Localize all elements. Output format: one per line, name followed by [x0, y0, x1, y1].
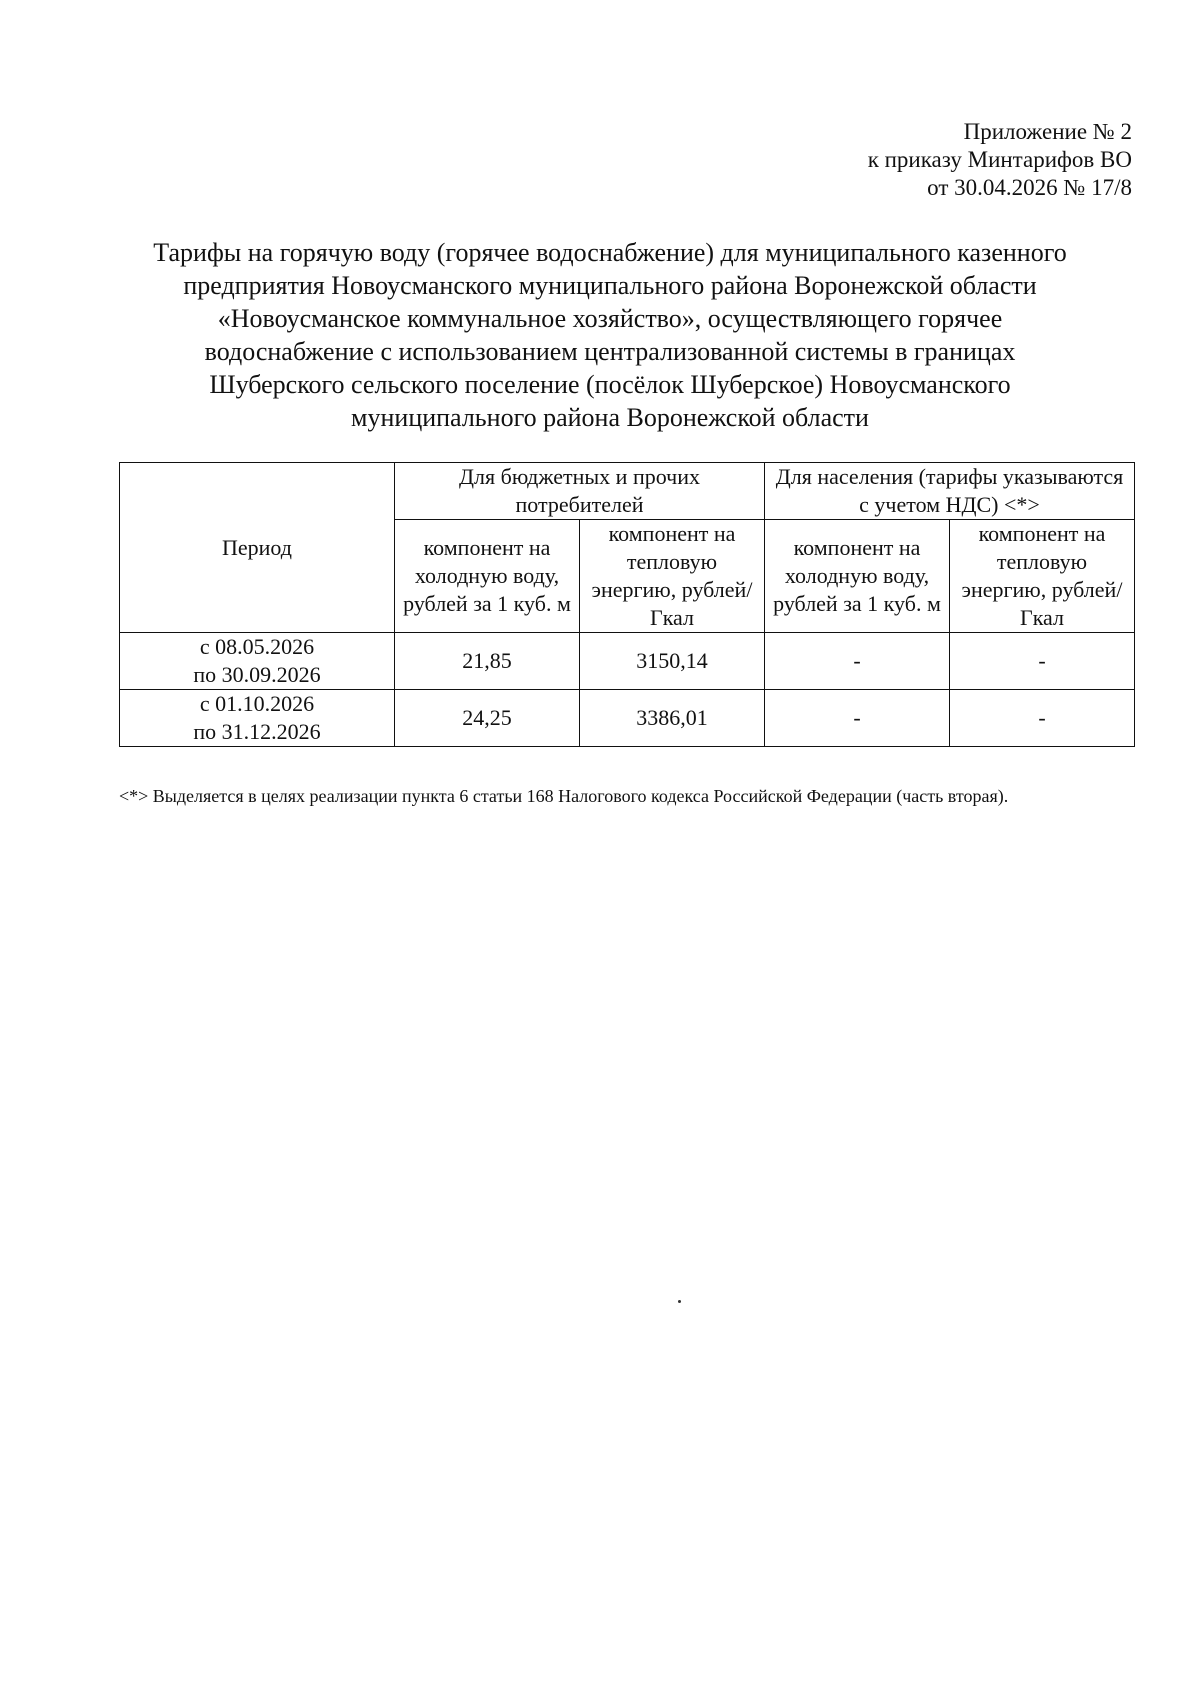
title-line: муниципального района Воронежской области [351, 403, 869, 432]
budget-heat-header: компонент на тепловую энергию, рублей/Гкал [580, 520, 765, 633]
population-cold-header: компонент на холодную воду, рублей за 1 куб. м [765, 520, 950, 633]
period-header: Период [120, 463, 395, 633]
population-cold-value: - [765, 690, 950, 747]
table-header-row [120, 463, 1135, 520]
budget-cold-value: 24,25 [395, 690, 580, 747]
period-to: по 30.09.2026 [193, 662, 321, 687]
population-group-header: Для населения (тарифы указываются с учетом НДС) <*> [765, 463, 1135, 520]
appendix-order-ref: к приказу Минтарифов ВО [867, 147, 1132, 172]
title-line: Шуберского сельского поселение (посёлок Шуберское) Новоусманского [209, 370, 1011, 399]
title-line: «Новоусманское коммунальное хозяйство», осуществляющего горячее [217, 304, 1003, 333]
period-to: по 31.12.2026 [193, 719, 321, 744]
scan-speck [678, 1300, 681, 1303]
tariff-table [119, 462, 1135, 747]
budget-group-header: Для бюджетных и прочих потребителей [395, 463, 765, 520]
budget-heat-value: 3150,14 [580, 633, 765, 690]
title-line: водоснабжение с использованием централизованной системы в границах [204, 337, 1016, 366]
budget-cold-value: 21,85 [395, 633, 580, 690]
table-row [120, 690, 1135, 747]
period-from: с 08.05.2026 [199, 634, 315, 659]
title-line: предприятия Новоусманского муниципального района Воронежской области [183, 271, 1037, 300]
table-row [120, 633, 1135, 690]
appendix-order-date: от 30.04.2026 № 17/8 [927, 175, 1132, 200]
population-heat-value: - [950, 690, 1135, 747]
document-title [110, 236, 1110, 434]
period-cell [120, 690, 395, 747]
period-cell [120, 633, 395, 690]
budget-cold-header: компонент на холодную воду, рублей за 1 куб. м [395, 520, 580, 633]
population-heat-header: компонент на тепловую энергию, рублей/Гкал [950, 520, 1135, 633]
population-cold-value: - [765, 633, 950, 690]
budget-heat-value: 3386,01 [580, 690, 765, 747]
appendix-number: Приложение № 2 [963, 119, 1132, 144]
period-from: с 01.10.2026 [199, 691, 315, 716]
appendix-header [868, 118, 1132, 202]
population-heat-value: - [950, 633, 1135, 690]
title-line: Тарифы на горячую воду (горячее водоснабжение) для муниципального казенного [153, 238, 1067, 267]
footnote: <*> Выделяется в целях реализации пункта 6 статьи 168 Налогового кодекса Российской Федерации (часть вторая). [119, 786, 1009, 806]
